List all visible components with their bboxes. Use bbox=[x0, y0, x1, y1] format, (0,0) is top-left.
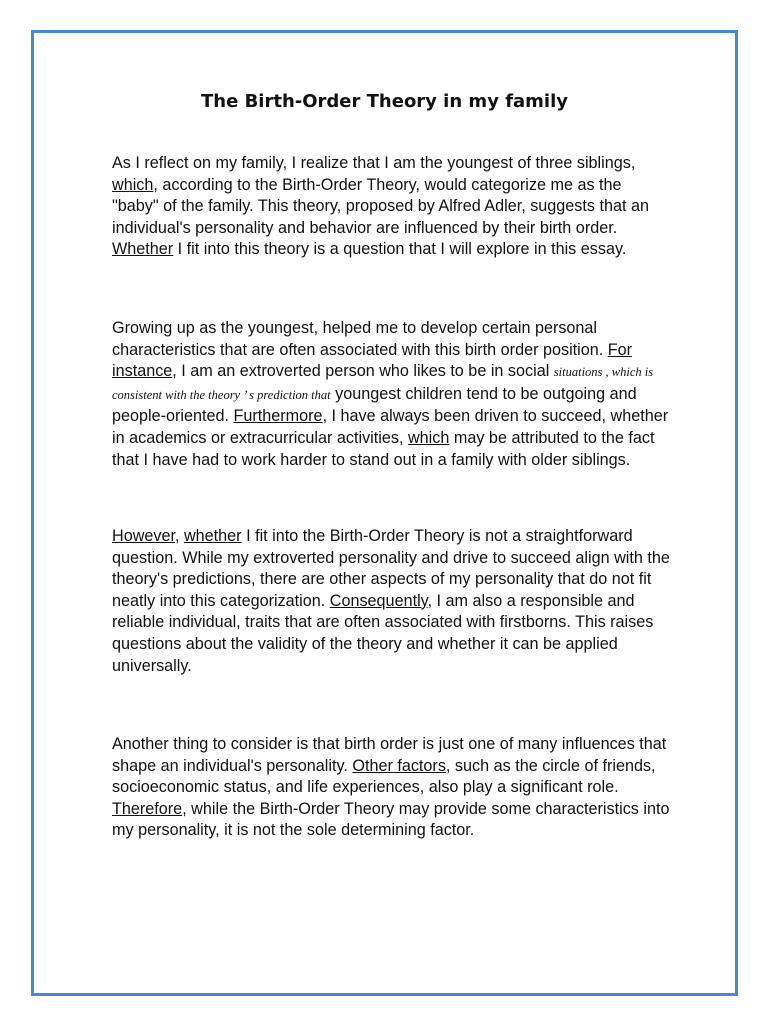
text-run: , such as the circle of friends, socioeconomic status, and life experiences, also play a significant role. bbox=[112, 756, 656, 797]
text-run: , I am an extroverted person who likes to be in social bbox=[172, 362, 554, 381]
text-run: youngest children tend to be outgoing and people-oriented. bbox=[112, 384, 637, 426]
text-run: , I have always been driven to succeed, whether in academics or extracurricular activities, bbox=[112, 407, 669, 447]
paragraph-3 bbox=[112, 526, 672, 677]
text-run: , bbox=[174, 527, 184, 545]
underlined-word: whether bbox=[183, 527, 242, 545]
underlined-word: Other factors bbox=[352, 756, 446, 775]
document-title: The Birth-Order Theory in my family bbox=[201, 91, 568, 112]
text-run: Growing up as the youngest, helped me to develop certain personal characteristics that are often associated with this birth order position. bbox=[112, 319, 608, 359]
underlined-word: For instance bbox=[112, 340, 633, 381]
underlined-word: Therefore bbox=[112, 799, 183, 818]
italic-inserted-text: situations , which is consistent with the theory ’ s prediction that bbox=[112, 365, 654, 402]
underlined-word: which bbox=[407, 428, 450, 447]
text-run: , I am also a responsible and reliable individual, traits that are often associated with firstborns. This raises questions about the validity of the theory and whether it can be applied universally. bbox=[112, 591, 654, 675]
text-run: , while the Birth-Order Theory may provide some characteristics into my personality, it is not the sole determining factor. bbox=[112, 799, 670, 840]
text-run: , according to the Birth-Order Theory, would categorize me as the "baby" of the family. This theory, proposed by Alfred Adler, suggests that an individual's personality and behavior are influenced by their birth order. bbox=[112, 175, 649, 237]
paragraph-1 bbox=[112, 153, 672, 261]
text-run: I fit into the Birth-Order Theory is not a straightforward question. While my extroverted personality and drive to succeed align with the theory's predictions, there are other aspects of my personality that do not fit neatly into this categorization. bbox=[112, 527, 670, 610]
page-border bbox=[31, 30, 738, 996]
underlined-word: Furthermore bbox=[233, 407, 323, 426]
paragraph-2 bbox=[112, 318, 672, 471]
underlined-word: However bbox=[112, 527, 175, 545]
text-run: I fit into this theory is a question that I will explore in this essay. bbox=[173, 240, 627, 259]
underlined-word: Whether bbox=[112, 240, 174, 259]
text-run: Another thing to consider is that birth order is just one of many influences that shape an individual's personality. bbox=[112, 735, 667, 775]
text-run: As I reflect on my family, I realize that I am the youngest of three siblings, bbox=[112, 154, 636, 172]
underlined-word: Consequently bbox=[329, 591, 428, 610]
paragraph-4 bbox=[112, 734, 672, 842]
underlined-word: which bbox=[112, 175, 154, 194]
text-run: may be attributed to the fact that I have had to work harder to stand out in a family with older siblings. bbox=[112, 428, 655, 469]
